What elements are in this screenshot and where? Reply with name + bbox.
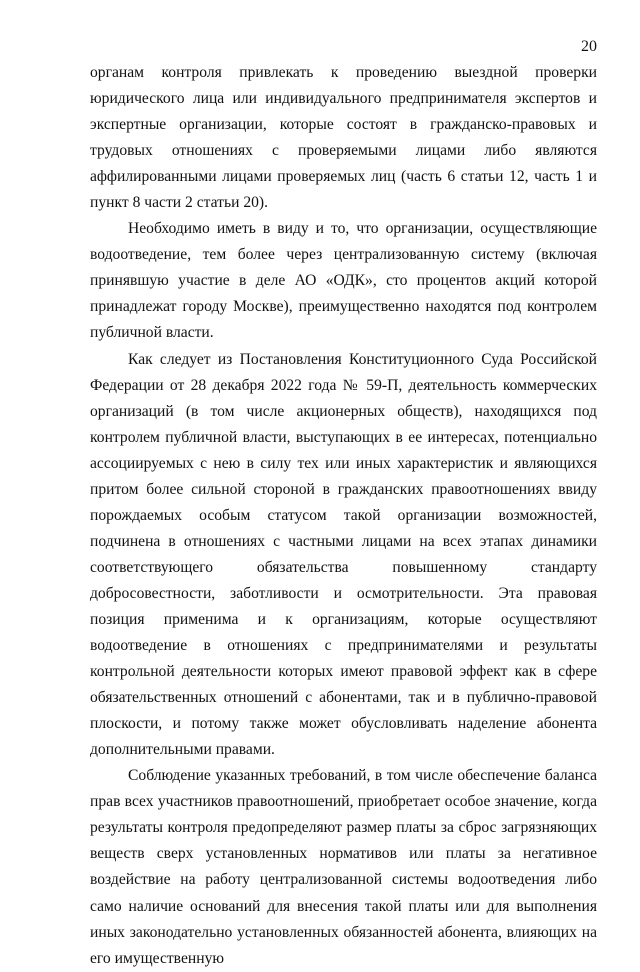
page-number: 20: [581, 38, 597, 55]
paragraph-continuation: органам контроля привлекать к проведению выездной проверки юридического лица или индивидуального предпринимателя экспертов и экспертные организации, которые состоят в гражданско-правовых и трудовых отношениях с проверяемыми лицами либо являются аффилированными лицами проверяемых лиц (часть 6 статьи 12, часть 1 и пункт 8 части 2 статьи 20).: [90, 64, 597, 212]
paragraph-constitutional-court: Как следует из Постановления Конституционного Суда Российской Федерации от 28 декабря 2022 года № 59-П, деятельность коммерческих организаций (в том числе акционерных обществ), находящихся под контролем публичной власти, выступающих в ее интересах, потенциально ассоциируемых с нею в силу тех или иных характеристик и являющихся притом более сильной стороной в гражданских правоотношениях ввиду порождаемых особым статусом такой организации возможностей, подчинена в отношениях с частными лицами на всех этапах динамики соответствующего обязательства повышенному стандарту добросовестности, заботливости и осмотрительности. Эта правовая позиция применима и к организациям, которые осуществляют водоотведение в отношениях с предпринимателями и результаты контрольной деятельности которых имеют правовой эффект как в сфере обязательственных отношений с абонентами, так и в публично-правовой плоскости, и потому также может обусловливать наделение абонента дополнительными правами.: [90, 350, 597, 759]
paragraph-water-organizations: Необходимо иметь в виду и то, что организации, осуществляющие водоотведение, тем более через централизованную систему (включая принявшую участие в деле АО «ОДК», сто процентов акций которой принадлежат городу Москве), преимущественно находятся под контролем публичной власти.: [90, 220, 597, 342]
paragraph-requirements: Соблюдение указанных требований, в том числе обеспечение баланса прав всех участников правоотношений, приобретает особое значение, когда результаты контроля предопределяют размер платы за сброс загрязняющих веществ сверх установленных нормативов или платы за негативное воздействие на работу централизованной системы водоотведения либо само наличие оснований для внесения такой платы или для выполнения иных законодательно установленных обязанностей абонента, влияющих на его имущественную: [90, 767, 597, 967]
body-text: [90, 60, 597, 972]
